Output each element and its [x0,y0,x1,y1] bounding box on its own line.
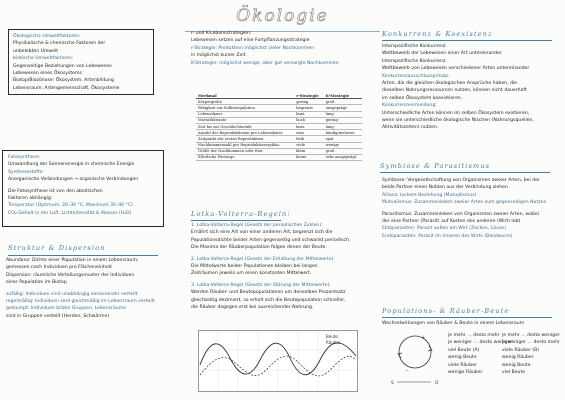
text-line: geklumpt: Individuen bilden Gruppen, Lebensräume [6,306,126,312]
table-cell: begrenzt [294,105,323,111]
table-cell: Anzahl der Reproduktionen pro Lebensdauer [196,130,294,136]
population-heading: Struktur & Dispersion [8,244,106,252]
cycle-row-right: je mehr … desto weniger [502,333,560,338]
cycle-row-left: je mehr … desto mehr [448,333,500,338]
cycle-diagram [385,330,445,392]
cycle-row-right: wenig Beute [502,362,531,368]
table-row [196,154,362,160]
cycle-o-label: O [435,381,439,386]
predator-prey-svg [198,330,358,392]
graph-legend-prey: Beute [326,334,338,339]
symbiosis-heading-line [380,172,550,173]
text-line: r- und K-Lebensstrategien: [191,31,252,36]
symbiosis-heading: Symbiose & Parasitismus [380,162,491,170]
cycle-rows [448,332,560,376]
text-line: Dispersion: räumliche Verteilungsmuster der Individuen [6,272,135,278]
cycle-row-right: viele Räuber (B) [502,347,540,353]
cycle-plus-top: + [421,335,426,341]
photosynthesis-lines [8,154,138,217]
table-header-cell: Merkmal [196,93,294,99]
lotka-heading-line [191,220,281,221]
table-cell: Mortalitätsrate [196,117,294,123]
text-line: Mutualismus: Zusammenleben zweier Arten zum gegenseitigen Nutzen [382,200,547,206]
cycle-row [448,362,560,369]
cycle-row [448,347,560,354]
abiotic-factors-lines [13,33,120,92]
text-line: unbelebten Umwelt [13,48,59,54]
text-line: wenn sie unterschiedliche ökologische Nischen (Nahrungsquellen, [382,118,534,124]
table-cell: ausgeprägt [324,105,362,111]
strategy-table-wrap [196,93,362,161]
competition-lines [382,43,534,132]
page-title: Ökologie [236,6,329,26]
table-header-cell: K-Strategie [324,93,362,99]
text-line: Konkurrenzvermeidung: [382,103,437,109]
table-cell: groß [324,99,362,105]
text-line: Fotosynthese: [8,155,41,160]
cycle-row-left: wenig Beute [448,355,477,361]
text-line: Umwandlung der Sonnenenergie in chemische Energie [8,162,135,168]
table-cell: kurz [294,123,323,129]
text-line: Ektoparasiten: Parasit außen am Wirt (Zecken, Läuse) [382,226,507,232]
table-cell: sehr ausgeprägt [324,154,362,160]
table-cell: Elterliche Fürsorge [196,154,294,160]
cycle-heading-line [382,317,552,318]
population-heading-line [8,255,158,256]
text-line: die Räuber dagegen erst bei ausreichender Nahrung. [191,305,314,311]
text-line: Synthesestoffe: [8,169,44,175]
text-line: Unterschiedliche Arten können im selben Ökosystem existieren, [382,110,530,116]
text-line: Allianz: lockere Beziehung (Mutualismus) [382,192,477,198]
text-line: Interspezifische Konkurrenz: [382,58,447,64]
text-line: Anorganische Verbindungen → organische Verbindungen [8,177,139,183]
strategy-table-body [196,99,362,161]
table-cell: Zeit bis zur Geschlechtsreife [196,123,294,129]
table-cell: lang [324,111,362,117]
table-cell: Größe der Nachkommen oder Eier [196,148,294,154]
text-line: sind in Gruppen verteilt (Herden, Schwärme) [6,313,110,319]
text-line: Ökologische Umweltfaktoren: [13,34,81,39]
text-line: Die Mittelwerte beider Populationen bleiben bei langen [191,264,318,270]
text-line: Parasitismus: Zusammenleben von Organismen zweier Arten, wobei [382,211,540,217]
table-cell: gering [294,99,323,105]
table-cell: viele [294,142,323,148]
table-cell: kurz [294,111,323,117]
cycle-row [448,369,560,376]
table-cell: hoch [294,117,323,123]
text-line: Lebewesen setzen auf eine Fortpflanzungsstrategie [191,38,310,44]
strategy-table [196,93,362,161]
text-line: Lebensraum: Artengemeinschaft, Ökosysteme [13,85,120,91]
cycle-row [448,354,560,361]
text-line: gleichzeitig dezimiert, so erholt sich die Beutepopulation schneller, [191,297,346,303]
text-line: CO₂-Gehalt in der Luft, Lichtintensität & Wasser (H₂O) [8,210,132,216]
cycle-minus-bottom: – [406,368,409,374]
symbiosis-lines [382,177,546,240]
rk-strategy-lines [191,30,339,67]
table-cell: Lebensdauer [196,111,294,117]
cycle-row-left: wenige Räuber [448,370,483,376]
text-line: Arten, die die gleichen ökologischen Ansprüche haben, die [382,81,518,87]
text-line: Symbiose: Vergesellschaftung von Organismen zweier Arten, bei der [382,178,540,183]
cycle-row-right: je weniger … desto mehr [502,340,560,346]
text-line: Zeiträumen jeweils um einen konstanten Mittelwert. [191,271,312,277]
competition-heading: Konkurrenz & Koexistenz [382,30,493,38]
text-line: Werden Räuber- und Beutepopulationen um denselben Prozentsatz [191,290,346,296]
text-line: Physikalische & chemische Faktoren der [13,41,106,47]
table-cell: spät [324,136,362,142]
text-line: beide Partner einen Nutzen aus der Verbindung ziehen [382,185,508,191]
abiotic-factors-box [8,29,154,95]
table-cell: lang [324,123,362,129]
table-cell: häufig/mehrere [324,130,362,136]
text-line: biotische Umweltfaktoren: [13,56,74,62]
predator-prey-graph [198,330,358,392]
table-cell: Fähigkeit zur Selbstregulation [196,105,294,111]
text-line: Temperatur (Optimum: 20–30 °C, Maximum 35–40 °C) [8,203,133,209]
photosynthesis-box [2,150,164,227]
text-line: der eine Partner (Parasit) auf Kosten des anderen (Wirt) lebt [382,219,521,225]
text-line: gemessen nach Individuen pro Flächeneinheit [6,265,112,271]
table-cell: eine [294,130,323,136]
table-cell: gering [324,117,362,123]
text-line: dieselben Nahrungsressourcen nutzen, können nicht dauerhaft [382,88,527,94]
table-cell: früh [294,136,323,142]
text-line: Populationsdichte beider Arten gegenseitig und schwankt periodisch. [191,237,351,243]
cycle-row-right: wenig Räuber [502,355,534,361]
text-line: r-Strategie: Produktion möglichst vieler Nachkommen [191,45,315,51]
competition-heading-line [382,40,552,41]
cycle-row-left: viele Räuber [448,362,477,368]
cycle-row-right: viel Beute [502,370,526,376]
text-line: regelmäßig: Individuen sind gleichmäßig im Lebensraum verteilt [6,299,155,305]
cycle-intro: Wechselwirkungen von Räuber & Beute in einem Lebensraum [382,321,525,326]
text-line: K-Strategie: möglichst wenige, aber gut versorgte Nachkommen [191,60,339,66]
table-cell: Nachkommenzahl pro Reproduktionszyklus [196,142,294,148]
cycle-row-left: je weniger … desto weniger [448,340,513,346]
text-line: 3. Lotka-Volterra-Regel (Gesetz der Störung der Mittelwerte): [191,282,331,288]
table-header-cell: r-Strategie [294,93,323,99]
text-line: im selben Ökosystem koexistieren. [382,95,463,101]
cycle-row [448,339,560,346]
text-line: Die Fotosynthese ist von den abiotischen [8,188,103,194]
cycle-row-left: viel Beute (A) [448,347,480,353]
text-line: zufällig: Individuen sind unabhängig voneinander verteilt [6,291,138,297]
text-line: Lebewesen eines Ökosystems [13,71,82,77]
table-cell: Zeitpunkt der ersten Reproduktion [196,136,294,142]
table-cell: Körpergröße [196,99,294,105]
text-line: Ernährt sich eine Art von einer anderen Art, begrenzt sich die [191,230,333,236]
text-line: Wettbewerb von Lebewesen verschiedener Arten untereinander [382,66,530,72]
text-line: Endoparasiten: Parasit im Inneren des Wirts (Bandwurm) [382,233,513,239]
text-line: Interspezifische Konkurrenz: [382,44,447,49]
text-line: Biotop/Biozönose: Ökosystem, Artenbildung [13,78,114,84]
cycle-s-label: S [391,381,394,386]
text-line: einer Population im Biotop [6,280,67,286]
lotka-heading: Lotka-Volterra-Regeln: [191,210,291,218]
text-line: Abundanz: Dichte einer Population in einem Lebensraum, [6,258,139,263]
text-line: Konkurrenzausschlussprinzip: [382,73,450,79]
text-line: Aktivitätszeiten) nutzen. [382,125,439,131]
population-lines [6,257,155,320]
text-line: Wettbewerb der Lebewesen einer Art untereinander [382,51,502,57]
table-cell: groß [324,148,362,154]
text-line: Gegenseitige Beziehungen von Lebewesen [13,63,112,69]
text-line: Die Maxima der Räuberpopulation folgen denen der Beute. [191,245,327,251]
text-line: 1. Lotka-Volterra-Regel (Gesetz der periodischen Zyklen): [191,223,323,228]
lotka-lines [191,222,350,311]
cycle-row [448,332,560,339]
text-line: Faktoren abhängig: [8,196,53,202]
graph-legend-predator: Räuber [326,340,341,345]
table-cell: wenige [324,142,362,148]
table-cell: keine [294,154,323,160]
table-cell: klein [294,148,323,154]
text-line: in möglichst kurzer Zeit [191,53,246,59]
text-line: 2. Lotka-Volterra-Regel (Gesetz der Erhaltung der Mittelwerte): [191,256,336,262]
cycle-heading: Populations- & Räuber-Beute [382,307,510,315]
